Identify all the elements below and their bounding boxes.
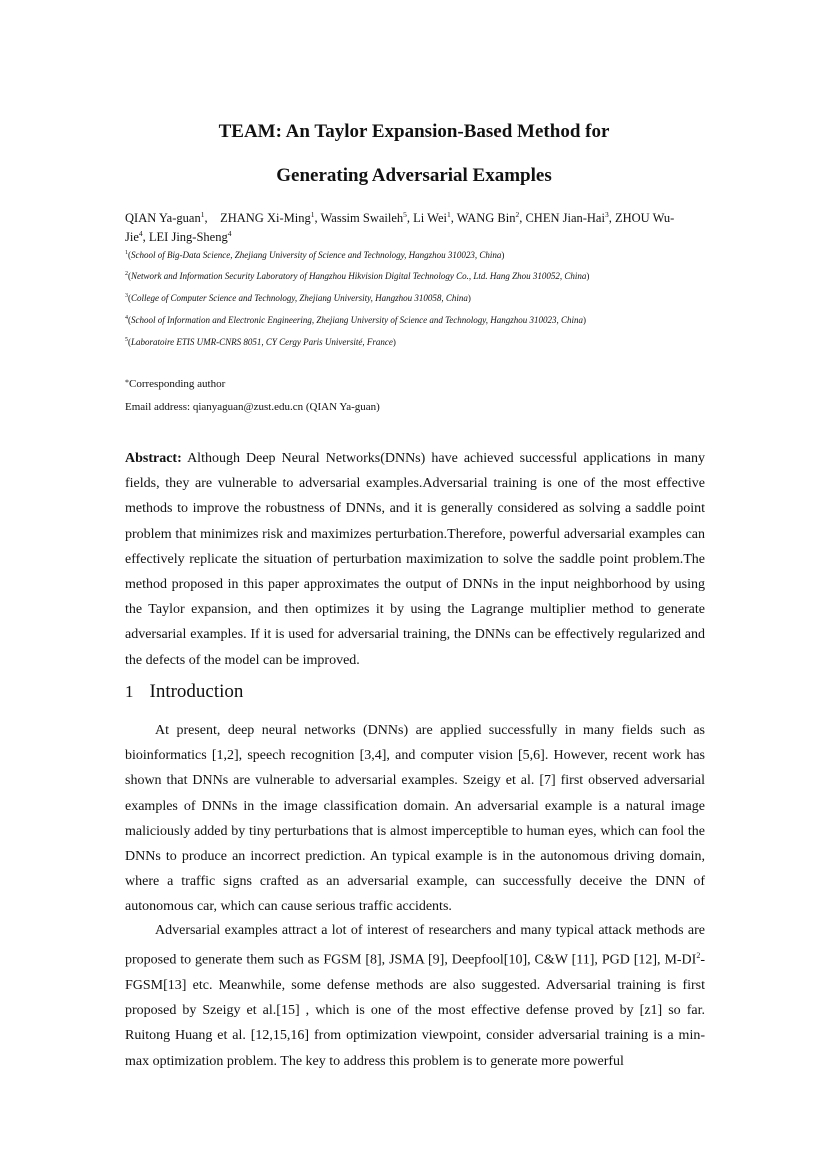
intro-paragraph-2: Adversarial examples attract a lot of interest of researchers and many typical attack methods are proposed to generate them such as FGSM [8], JSMA [9], Deepfool[10], C&W [11], PGD [12], $M-DI^2-FGSM[13]$ etc. Meanwhile, some defense methods are also suggested. Adversarial training is first proposed by Szeigy et al.[15] , which is one of the most effective defense proved by [z1] so far. Ruitong Huang et al. [12,15,16] from optimization viewpoint, consider adversarial training is a min-max optimization problem. The key to address this problem is to generate more powerful <box>125 923 705 1069</box>
author: ZHOU Wu-Jie$^4$, <box>125 211 675 245</box>
intro-paragraph-1: At present, deep neural networks (DNNs) are applied successfully in many fields such as bioinformatics [1,2], speech recognition [3,4], and computer vision [5,6]. However, recent work has shown that DNNs are vulnerable to adversarial examples. Szeigy et al. [7] first observed adversarial examples of DNNs in the image classification domain. An adversarial example is a natural image maliciously added by tiny perturbations that is almost imperceptible to human eyes, which can fool the DNNs to produce an incorrect prediction. An typical example is in the autonomous driving domain, where a traffic signs crafted as an adversarial example, can successfully deceive the DNN of autonomous car, which can cause serious traffic accidents. <box>125 723 705 915</box>
author: WANG Bin$^2$, <box>456 210 526 226</box>
author: Wassim Swaileh$^5$, <box>320 210 414 226</box>
affiliation-4: $^4$(School of Information and Electronic Engineering, Zhejiang University of Science and Technology, Hangzhou 310023, China) <box>125 315 587 325</box>
abstract-text: Although Deep Neural Networks(DNNs) have achieved successful applications in many fields, they are vulnerable to adversarial examples.Adversarial training is one of the most effective methods to improve the robustness of DNNs, and it is generally considered as solving a saddle point problem that minimizes risk and maximizes perturbation.Therefore, powerful adversarial examples can effectively replicate the situation of perturbation maximization to solve the saddle point problem.The method proposed in this paper approximates the output of DNNs in the input neighborhood by using the Taylor expansion, and then optimizes it by using the Lagrange multiplier method to generate adversarial examples. If it is used for adversarial training, the DNNs can be effectively regularized and the defects of the model can be improved. <box>125 451 705 668</box>
author: QIAN Ya-guan$^1$, <box>125 210 221 226</box>
author: ZHANG Xi-Ming$^1$, <box>220 210 321 226</box>
abstract-label: Abstract: <box>125 451 182 466</box>
author: Li Wei$^1$, <box>413 210 457 226</box>
paper-title-line2: Generating Adversarial Examples <box>276 165 552 186</box>
section-heading-introduction <box>125 681 243 703</box>
corresponding-author-note: *Corresponding author <box>125 378 226 390</box>
paper-title-line1: TEAM: An Taylor Expansion-Based Method for <box>218 121 610 142</box>
corresponding-email: Email address: qianyaguan@zust.edu.cn (QIAN Ya-guan) <box>125 401 380 413</box>
affiliation-3: $^3$(College of Computer Science and Technology, Zhejiang University, Hangzhou 310058, China) <box>125 293 471 303</box>
section-title: Introduction <box>149 681 244 702</box>
affiliation-2: $^2$(Network and Information Security Laboratory of Hangzhou Hikvision Digital Technology Co., Ltd. Hang Zhou 310052, China) <box>125 271 590 281</box>
author: CHEN Jian-Hai$^3$, <box>525 210 615 226</box>
author: LEI Jing-Sheng$^4$ <box>148 229 232 245</box>
author-list <box>125 207 705 245</box>
affiliation-5: $^5$(Laboratoire ETIS UMR-CNRS 8051, CY Cergy Paris Université, France) <box>125 337 396 347</box>
abstract <box>125 446 705 673</box>
section-number: 1 <box>125 682 134 701</box>
affiliation-1: $^1$(School of Big-Data Science, Zhejiang University of Science and Technology, Hangzhou 310023, China) <box>125 250 505 260</box>
